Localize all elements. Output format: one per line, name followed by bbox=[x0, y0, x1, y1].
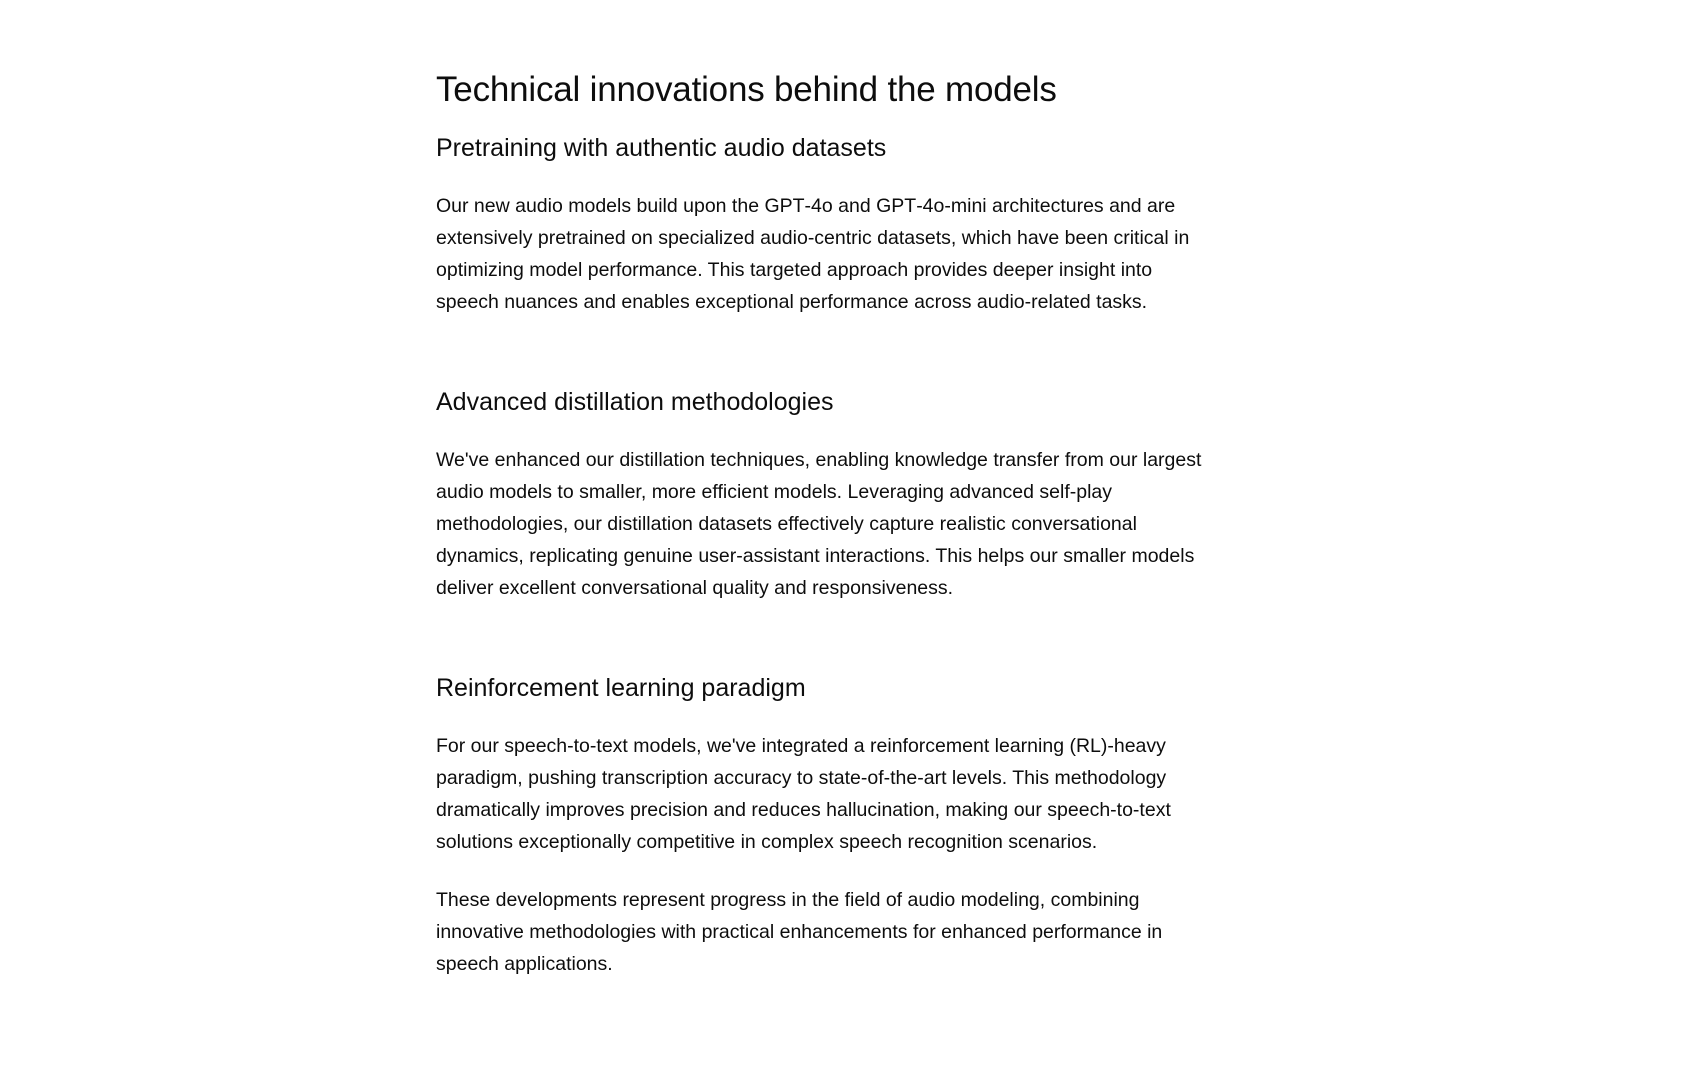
section-reinforcement-learning bbox=[436, 672, 1216, 858]
section-pretraining bbox=[436, 132, 1216, 318]
page-title: Technical innovations behind the models bbox=[436, 70, 1057, 109]
section-heading-distillation: Advanced distillation methodologies bbox=[436, 388, 834, 416]
section-distillation bbox=[436, 386, 1216, 604]
article-body bbox=[436, 0, 1216, 980]
section-heading-reinforcement-learning: Reinforcement learning paradigm bbox=[436, 674, 806, 702]
section-heading-pretraining: Pretraining with authentic audio datasets bbox=[436, 134, 887, 162]
section-paragraph-pretraining: Our new audio models build upon the GPT‑4o and GPT‑4o‑mini architectures and are extensively pretrained on specialized audio-centric datasets, which have been critical in optimizing model performance. This targeted approach provides deeper insight into speech nuances and enables exceptional performance across audio-related tasks. bbox=[436, 195, 1190, 313]
section-paragraph-distillation: We've enhanced our distillation techniques, enabling knowledge transfer from our largest audio models to smaller, more efficient models. Leveraging advanced self-play methodologies, our distillation datasets effectively capture realistic conversational dynamics, replicating genuine user-assistant interactions. This helps our smaller models deliver excellent conversational quality and responsiveness. bbox=[436, 449, 1202, 599]
section-paragraph-reinforcement-learning: For our speech-to-text models, we've integrated a reinforcement learning (RL)-heavy paradigm, pushing transcription accuracy to state-of-the-art levels. This methodology dramatically improves precision and reduces hallucination, making our speech-to-text solutions exceptionally competitive in complex speech recognition scenarios. bbox=[436, 735, 1171, 853]
closing-paragraph: These developments represent progress in the field of audio modeling, combining innovative methodologies with practical enhancements for enhanced performance in speech applications. bbox=[436, 889, 1163, 975]
